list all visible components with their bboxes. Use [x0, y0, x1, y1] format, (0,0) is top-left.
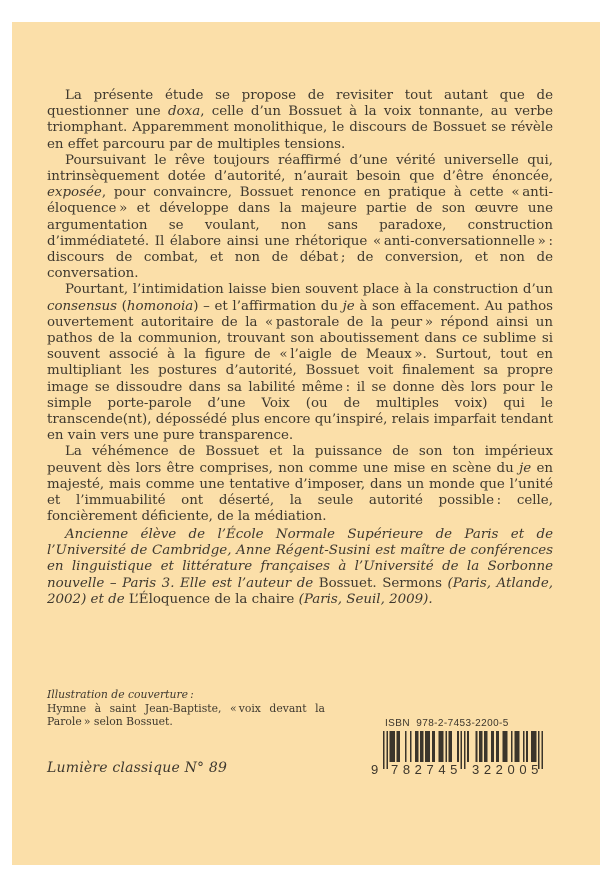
blurb-paragraph-3: Pourtant, l’intimidation laisse bien souvent place à la construction d’un consensus (homonoia) – et l’affirmation du je à son effacement. Au pathos ouvertement autoritaire de la « pastorale de la peur » répond ainsi un pathos de la communion, trouvant son aboutissement dans ce sublime si souvent associé à la figure de « l’aigle de Meaux ». Surtout, tout en multipliant les postures d’autorité, Bossuet voit finalement sa propre image se dissoudre dans sa labilité même : il se donne dès lors pour le simple porte-parole d’une Voix (ou de multiples voix) qui le transcende(nt), dépossédé plus encore qu’inspiré, relais imparfait tendant en vain vers une pure transparence.	[47, 282, 554, 444]
credit-caption: Hymne à saint Jean-Baptiste, « voix devant la Parole » selon Bossuet.	[47, 702, 325, 728]
author-bio	[47, 527, 553, 608]
back-cover-page	[12, 22, 600, 865]
ean-digit-lead: 9	[371, 762, 379, 777]
blurb-paragraph-4: La véhémence de Bossuet et la puissance de son ton impérieux peuvent dès lors être comprises, non comme une mise en scène du je en majesté, mais comme une tentative d’imposer, dans un monde que l’unité et l’immuabilité ont déserté, la seule autorité possible : celle, foncièrement déficiente, de la médiation.	[47, 444, 553, 525]
ean13-digits	[371, 762, 559, 778]
credit-title: Illustration de couverture :	[47, 688, 194, 701]
cover-illustration-credit	[47, 688, 325, 728]
blurb-paragraph-1: La présente étude se propose de revisiter tout autant que de questionner une doxa, celle d’un Bossuet à la voix tonnante, au verbe triomphant. Apparemment monolithique, le discours de Bossuet se révèle en effet parcouru par de multiples tensions.	[47, 88, 553, 152]
isbn-number: ISBN 978-2-7453-2200-5	[385, 718, 509, 729]
ean-digit-group-2: 322005	[472, 762, 543, 777]
blurb-paragraph-2: Poursuivant le rêve toujours réaffirmé d’une vérité universelle qui, intrinsèquement dotée d’autorité, n’aurait besoin que d’être énoncée, exposée, pour convaincre, Bossuet renonce en pratique à cette « anti-éloquence » et développe dans la majeure partie de son œuvre une argumentation se voulant, non sans paradoxe, construction d’immédiateté. Il élabore ainsi une rhétorique « anti-conversationnelle » : discours de combat, et non de débat ; de conversion, et non de conversation.	[47, 152, 553, 282]
author-bio-paragraph: Ancienne élève de l’École Normale Supérieure de Paris et de l’Université de Cambridge, Anne Régent-Susini est maître de conférences en linguistique et littérature françaises à l’Université de la Sorbonne nouvelle – Paris 3. Elle est l’auteur de Bossuet. Sermons (Paris, Atlande, 2002) et de L’Éloquence de la chaire (Paris, Seuil, 2009).	[47, 527, 554, 607]
back-cover-blurb	[47, 88, 553, 525]
ean-digit-group-1: 782745	[391, 762, 462, 777]
isbn-barcode-block	[371, 718, 559, 780]
series-title: Lumière classique N° 89	[47, 760, 228, 776]
